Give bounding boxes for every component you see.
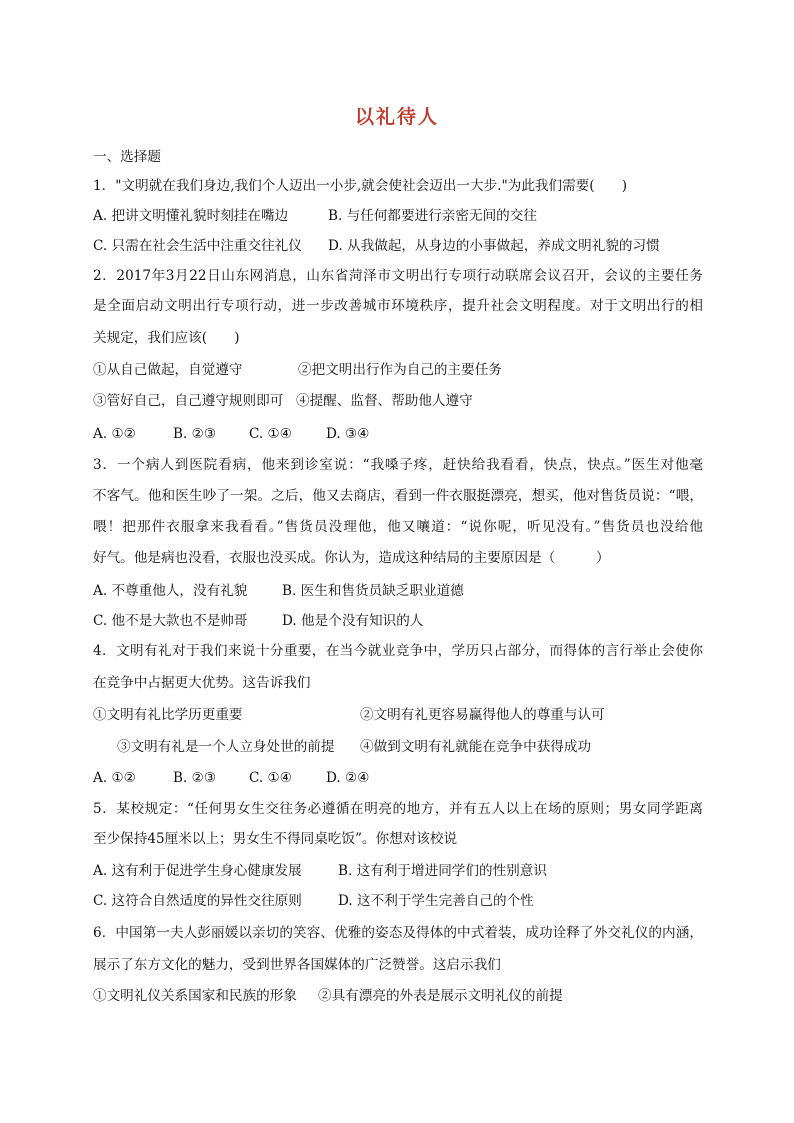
question-2-option-b: B. ②③ (173, 426, 217, 442)
question-4-stem-line-1: 4．文明有礼对于我们来说十分重要，在当今就业竞争中，学历只占部分，而得体的言行举止会使你 (93, 643, 703, 659)
question-6-item-2: ②具有漂亮的外表是展示文明礼仪的前提 (318, 988, 563, 1004)
question-2-stem-line-2: 是全面启动文明出行专项行动，进一步改善城市环境秩序，提升社会文明程度。对于文明出行的相 (93, 298, 703, 314)
question-5-option-d: D. 这不利于学生完善自己的个性 (338, 893, 534, 909)
question-6-stem-line-2: 展示了东方文化的魅力，受到世界各国媒体的广泛赞誉。这启示我们 (93, 957, 501, 973)
question-2-option-c: C. ①④ (249, 426, 292, 442)
section-heading: 一、选择题 (93, 149, 161, 165)
question-2-option-a: A. ①② (93, 426, 136, 442)
question-2-option-d: D. ③④ (326, 426, 370, 442)
question-3-option-d: D. 他是个没有知识的人 (282, 613, 424, 629)
question-3-option-c: C. 他不是大款也不是帅哥 (93, 613, 248, 629)
question-3-option-a: A. 不尊重他人，没有礼貌 (93, 583, 248, 599)
question-2-item-3: ③管好自己，自己遵守规则即可 (93, 393, 284, 409)
question-3-stem-line-4: 好气。他是病也没看，衣服也没买成。你认为，造成这种结局的主要原因是（ ） (93, 550, 610, 566)
question-1-stem: 1．"文明就在我们身边,我们个人迈出一小步,就会使社会迈出一大步."为此我们需要( ) (93, 178, 628, 194)
question-4-option-c: C. ①④ (249, 770, 292, 786)
question-5-option-b: B. 这有利于增进同学们的性别意识 (338, 863, 547, 879)
question-4-item-1: ①文明有礼比学历更重要 (93, 707, 243, 723)
question-5-stem-line-2: 至少保持45厘米以上；男女生不得同桌吃饭”。你想对该校说 (93, 831, 458, 847)
question-2-item-1: ①从自己做起，自觉遵守 (93, 362, 243, 378)
page-title: 以礼待人 (354, 106, 439, 128)
question-2-stem-line-3: 关规定，我们应该( ) (93, 330, 240, 346)
question-2-item-2: ②把文明出行作为自己的主要任务 (298, 362, 502, 378)
question-6-item-1: ①文明礼仪关系国家和民族的形象 (93, 988, 297, 1004)
question-3-stem-line-2: 不客气。他和医生吵了一架。之后，他又去商店，看到一件衣服挺漂亮，想买，他对售货员说：“喂， (93, 488, 703, 504)
question-3-stem-line-3: 喂！把那件衣服拿来我看看。”售货员没理他，他又嚷道：“说你呢，听见没有。”售货员也没给他 (93, 519, 703, 535)
question-1-option-a: A. 把讲文明懂礼貌时刻挂在嘴边 (93, 208, 289, 224)
question-4-option-d: D. ②④ (326, 770, 370, 786)
question-4-item-2: ②文明有礼更容易赢得他人的尊重与认可 (360, 707, 605, 723)
question-2-stem-line-1: 2．2017年3月22日山东网消息，山东省菏泽市文明出行专项行动联席会议召开，会议的主要任务 (93, 268, 703, 284)
question-5-option-c: C. 这符合自然适度的异性交往原则 (93, 893, 302, 909)
question-1-option-b: B. 与任何都要进行亲密无间的交往 (328, 208, 537, 224)
question-1-option-d: D. 从我做起，从身边的小事做起，养成文明礼貌的习惯 (328, 238, 660, 254)
question-3-option-b: B. 医生和售货员缺乏职业道德 (282, 583, 464, 599)
question-4-stem-line-2: 在竞争中占据更大优势。这告诉我们 (93, 675, 311, 691)
question-5-stem-line-1: 5．某校规定：“任何男女生交往务必遵循在明亮的地方，并有五人以上在场的原则；男女同学距离 (93, 801, 703, 817)
question-1-option-c: C. 只需在社会生活中注重交往礼仪 (93, 238, 302, 254)
question-4-item-4: ④做到文明有礼就能在竞争中获得成功 (360, 739, 592, 755)
question-4-option-b: B. ②③ (173, 770, 217, 786)
question-4-item-3: ③文明有礼是一个人立身处世的前提 (117, 739, 335, 755)
question-3-stem-line-1: 3．一个病人到医院看病，他来到诊室说：“我嗓子疼，赶快给我看看，快点，快点。”医生对他毫 (93, 457, 703, 473)
question-5-option-a: A. 这有利于促进学生身心健康发展 (93, 863, 302, 879)
question-4-option-a: A. ①② (93, 770, 136, 786)
question-6-stem-line-1: 6．中国第一夫人彭丽媛以亲切的笑容、优雅的姿态及得体的中式着装，成功诠释了外交礼仪的内涵， (93, 925, 703, 941)
question-2-item-4: ④提醒、监督、帮助他人遵守 (296, 393, 473, 409)
